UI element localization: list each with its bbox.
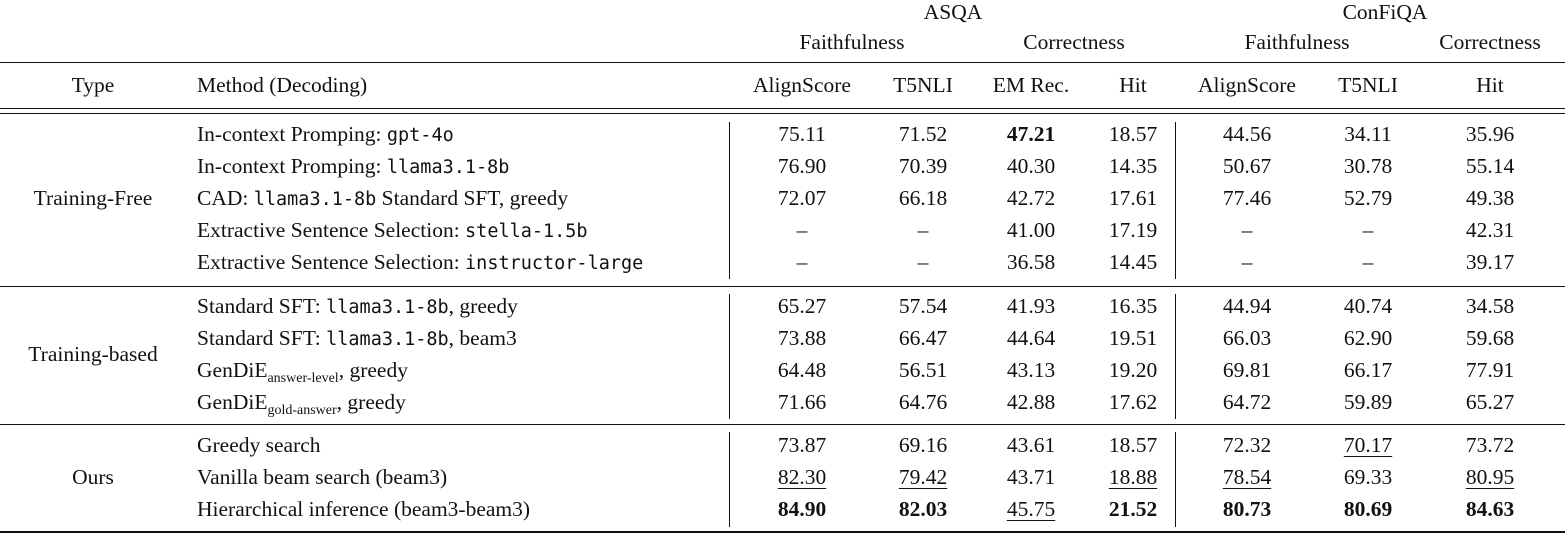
group-type-label: Training-Free (33, 186, 153, 210)
table-cell: 35.96 (1465, 122, 1515, 146)
method-name (197, 390, 406, 418)
header-asqa-t5nli: T5NLI (893, 73, 953, 97)
table-cell: 69.16 (898, 433, 948, 457)
table-cell: 43.61 (1006, 433, 1056, 457)
table-cell: 18.57 (1108, 122, 1158, 146)
method-name-part: Greedy search (197, 433, 321, 457)
method-name-part: llama3.1-8b (326, 329, 449, 350)
table-cell: 17.61 (1108, 186, 1158, 210)
column-separator (1175, 122, 1176, 279)
table-cell: 62.90 (1343, 326, 1393, 350)
table-cell: 49.38 (1465, 186, 1515, 210)
table-cell: 21.52 (1108, 497, 1158, 521)
table-cell: 44.56 (1222, 122, 1272, 146)
header-method: Method (Decoding) (197, 73, 368, 97)
header-confiqa: ConFiQA (1342, 0, 1428, 24)
table-cell: 41.93 (1006, 294, 1056, 318)
table-cell: – (796, 218, 808, 242)
method-name (197, 156, 509, 178)
header-em-rec: EM Rec. (992, 73, 1070, 97)
table-cell: 34.11 (1344, 122, 1392, 146)
header-asqa-faithfulness: Faithfulness (799, 30, 905, 54)
method-name-part: Standard SFT: (197, 294, 327, 318)
table-cell: 72.07 (777, 186, 827, 210)
table-cell: 65.27 (777, 294, 827, 318)
table-cell: 40.74 (1343, 294, 1393, 318)
table-cell: 66.17 (1343, 358, 1393, 382)
table-cell: 44.94 (1222, 294, 1272, 318)
method-name-part: Extractive Sentence Selection: (197, 218, 466, 242)
method-name-part: , beam3 (448, 326, 517, 350)
column-separator (729, 294, 730, 419)
table-cell: 77.91 (1465, 358, 1515, 382)
table-cell: – (1362, 218, 1374, 242)
column-separator (729, 432, 730, 527)
table-cell: 30.78 (1343, 154, 1393, 178)
table-cell: 72.32 (1222, 433, 1272, 457)
method-name-part: Standard SFT: (197, 326, 327, 350)
table-cell: 55.14 (1465, 154, 1515, 178)
table-cell: 64.48 (777, 358, 827, 382)
table-cell: 40.30 (1006, 154, 1056, 178)
table-cell: 84.63 (1465, 497, 1515, 521)
table-cell: 57.54 (898, 294, 948, 318)
table-cell: 42.88 (1006, 390, 1056, 414)
table-cell: 34.58 (1465, 294, 1515, 318)
table-cell: 80.95 (1465, 465, 1515, 489)
table-cell: 69.33 (1343, 465, 1393, 489)
table-cell: 43.71 (1006, 465, 1056, 489)
header-double-rule-bottom (0, 113, 1565, 114)
table-cell: 17.62 (1108, 390, 1158, 414)
group-divider (0, 286, 1565, 287)
table-cell: 80.69 (1343, 497, 1393, 521)
table-cell: 64.72 (1222, 390, 1272, 414)
table-cell: 18.88 (1108, 465, 1158, 489)
table-cell: 69.81 (1222, 358, 1272, 382)
method-name-part: gpt-4o (386, 125, 454, 146)
method-name-part: instructor-large (465, 253, 644, 274)
table-cell: 17.19 (1108, 218, 1158, 242)
table-cell: 65.27 (1465, 390, 1515, 414)
table-cell: 73.88 (777, 326, 827, 350)
table-cell: 70.17 (1343, 433, 1393, 457)
table-cell: 42.72 (1006, 186, 1056, 210)
header-confiqa-hit: Hit (1476, 73, 1504, 97)
header-confiqa-correctness: Correctness (1439, 30, 1541, 54)
table-cell: 66.47 (898, 326, 948, 350)
method-name-part: Hierarchical inference (beam3-beam3) (197, 497, 531, 521)
table-cell: 43.13 (1006, 358, 1056, 382)
method-name-part: Extractive Sentence Selection: (197, 250, 466, 274)
header-asqa-correctness: Correctness (1023, 30, 1125, 54)
table-cell: 82.30 (777, 465, 827, 489)
method-name (197, 467, 447, 489)
table-cell: 73.72 (1465, 433, 1515, 457)
column-separator (1175, 432, 1176, 527)
table-cell: 78.54 (1222, 465, 1272, 489)
method-name (197, 296, 518, 318)
table-cell: 16.35 (1108, 294, 1158, 318)
table-cell: 73.87 (777, 433, 827, 457)
method-name-part: , greedy (338, 358, 408, 382)
table-cell: – (1241, 250, 1253, 274)
table-cell: 59.89 (1343, 390, 1393, 414)
header-type: Type (71, 73, 115, 97)
header-double-rule-top (0, 108, 1565, 109)
table-cell: 18.57 (1108, 433, 1158, 457)
table-cell: 77.46 (1222, 186, 1272, 210)
method-name-part: CAD: (197, 186, 254, 210)
table-cell: 45.75 (1006, 497, 1056, 521)
header-confiqa-t5nli: T5NLI (1338, 73, 1398, 97)
header-asqa: ASQA (923, 0, 983, 24)
method-name (197, 252, 643, 274)
method-name-part: , greedy (448, 294, 518, 318)
table-cell: 19.51 (1108, 326, 1158, 350)
table-cell: – (1241, 218, 1253, 242)
table-cell: 76.90 (777, 154, 827, 178)
table-cell: 50.67 (1222, 154, 1272, 178)
table-cell: 41.00 (1006, 218, 1056, 242)
group-type-label: Training-based (28, 342, 158, 366)
table-cell: 79.42 (898, 465, 948, 489)
method-name-part: llama3.1-8b (326, 297, 449, 318)
method-name-part: gold-answer (267, 403, 337, 418)
table-cell: 47.21 (1006, 122, 1056, 146)
method-name-part: GenDiE (197, 358, 268, 382)
table-cell: 71.66 (777, 390, 827, 414)
method-name (197, 188, 568, 210)
group-divider (0, 424, 1565, 425)
table-cell: 14.35 (1108, 154, 1158, 178)
header-asqa-alignscore: AlignScore (753, 73, 851, 97)
method-name (197, 358, 408, 386)
table-cell: 82.03 (898, 497, 948, 521)
table-cell: 52.79 (1343, 186, 1393, 210)
table-cell: – (917, 250, 929, 274)
table-cell: 70.39 (898, 154, 948, 178)
method-name-part: answer-level (267, 371, 339, 386)
table-cell: 59.68 (1465, 326, 1515, 350)
column-separator (1175, 294, 1176, 419)
method-name-part: Vanilla beam search (beam3) (197, 465, 448, 489)
table-cell: 66.18 (898, 186, 948, 210)
table-cell: 42.31 (1465, 218, 1515, 242)
table-cell: 39.17 (1465, 250, 1515, 274)
method-name-part: Standard SFT, greedy (376, 186, 569, 210)
bottom-rule (0, 531, 1565, 533)
method-name (197, 328, 517, 350)
table-cell: 19.20 (1108, 358, 1158, 382)
table-cell: 14.45 (1108, 250, 1158, 274)
header-rule (0, 62, 1565, 63)
method-name-part: llama3.1-8b (386, 157, 510, 178)
table-cell: 66.03 (1222, 326, 1272, 350)
method-name (197, 124, 454, 146)
header-confiqa-faithfulness: Faithfulness (1244, 30, 1350, 54)
method-name-part: , greedy (336, 390, 406, 414)
method-name-part: stella-1.5b (465, 221, 588, 242)
table-cell: 64.76 (898, 390, 948, 414)
table-cell: 36.58 (1006, 250, 1056, 274)
table-cell: 56.51 (898, 358, 948, 382)
method-name-part: llama3.1-8b (253, 189, 377, 210)
method-name-part: In-context Promping: (197, 122, 387, 146)
column-separator (729, 122, 730, 279)
table-cell: 44.64 (1006, 326, 1056, 350)
table-cell: 71.52 (898, 122, 948, 146)
table-cell: 80.73 (1222, 497, 1272, 521)
table-cell: – (796, 250, 808, 274)
table-cell: 75.11 (778, 122, 826, 146)
header-confiqa-alignscore: AlignScore (1198, 73, 1296, 97)
method-name (197, 435, 321, 457)
table-cell: – (917, 218, 929, 242)
group-type-label: Ours (72, 465, 114, 489)
method-name (197, 220, 588, 242)
table-cell: 84.90 (777, 497, 827, 521)
method-name-part: In-context Promping: (197, 154, 387, 178)
header-asqa-hit: Hit (1119, 73, 1147, 97)
method-name-part: GenDiE (197, 390, 268, 414)
table-cell: – (1362, 250, 1374, 274)
method-name (197, 499, 530, 521)
